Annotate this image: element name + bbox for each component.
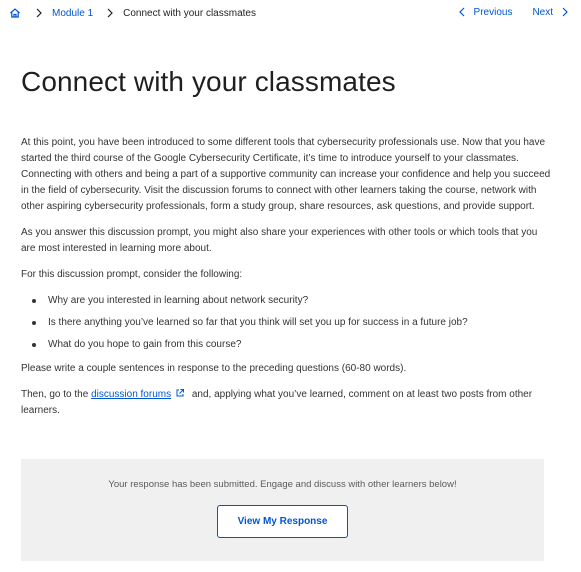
chevron-right-icon <box>32 6 46 20</box>
home-icon[interactable] <box>8 6 22 20</box>
breadcrumb-current: Connect with your classmates <box>123 7 256 19</box>
forums-text-before: Then, go to the <box>21 389 92 400</box>
previous-label: Previous <box>473 6 513 18</box>
submission-panel <box>21 459 544 561</box>
page-title: Connect with your classmates <box>21 66 396 97</box>
item-pager <box>456 6 571 18</box>
breadcrumb-module-link[interactable]: Module 1 <box>52 7 94 19</box>
question-list <box>21 293 551 353</box>
top-navigation <box>0 0 581 28</box>
intro-paragraph: At this point, you have been introduced to some different tools that cybersecurity professionals use. Now that you have started the third course of the Google Cybersecurity Certificate, it’s time to introduce yourself to your classmates. Connecting with others and being a part of a supportive community can increase your confidence and help you succeed in the field of cybersecurity. Visit the discussion forums to connect with other learners taking the course, network with other aspiring cybersecurity professionals, form a study group, share resources, ask questions, and provide support. <box>21 137 551 212</box>
forums-paragraph <box>21 387 551 419</box>
word-count-paragraph: Please write a couple sentences in response to the preceding questions (60-80 words). <box>21 363 407 374</box>
chevron-right-icon <box>559 6 571 18</box>
prompt-paragraph: As you answer this discussion prompt, you might also share your experiences with other tools or which tools that you are most interested in learning more about. <box>21 227 538 254</box>
view-my-response-button[interactable]: View My Response <box>217 505 348 538</box>
list-item: What do you hope to gain from this course? <box>21 337 551 353</box>
forums-text-after: and, applying what you’ve learned, comment on at least two posts from other learners. <box>21 389 533 416</box>
consider-paragraph: For this discussion prompt, consider the following: <box>21 269 243 280</box>
discussion-prompt-body <box>21 135 551 429</box>
discussion-forums-link[interactable]: discussion forums <box>91 389 172 400</box>
breadcrumb <box>8 6 256 20</box>
next-label: Next <box>532 6 553 18</box>
chevron-right-icon <box>103 6 117 20</box>
list-item: Why are you interested in learning about network security? <box>21 293 551 309</box>
external-link-icon <box>175 388 185 398</box>
chevron-left-icon <box>456 6 468 18</box>
submission-message: Your response has been submitted. Engage and discuss with other learners below! <box>108 479 457 490</box>
next-button[interactable] <box>532 6 571 18</box>
previous-button[interactable] <box>456 6 513 18</box>
list-item: Is there anything you’ve learned so far that you think will set you up for success in a future job? <box>21 315 551 331</box>
